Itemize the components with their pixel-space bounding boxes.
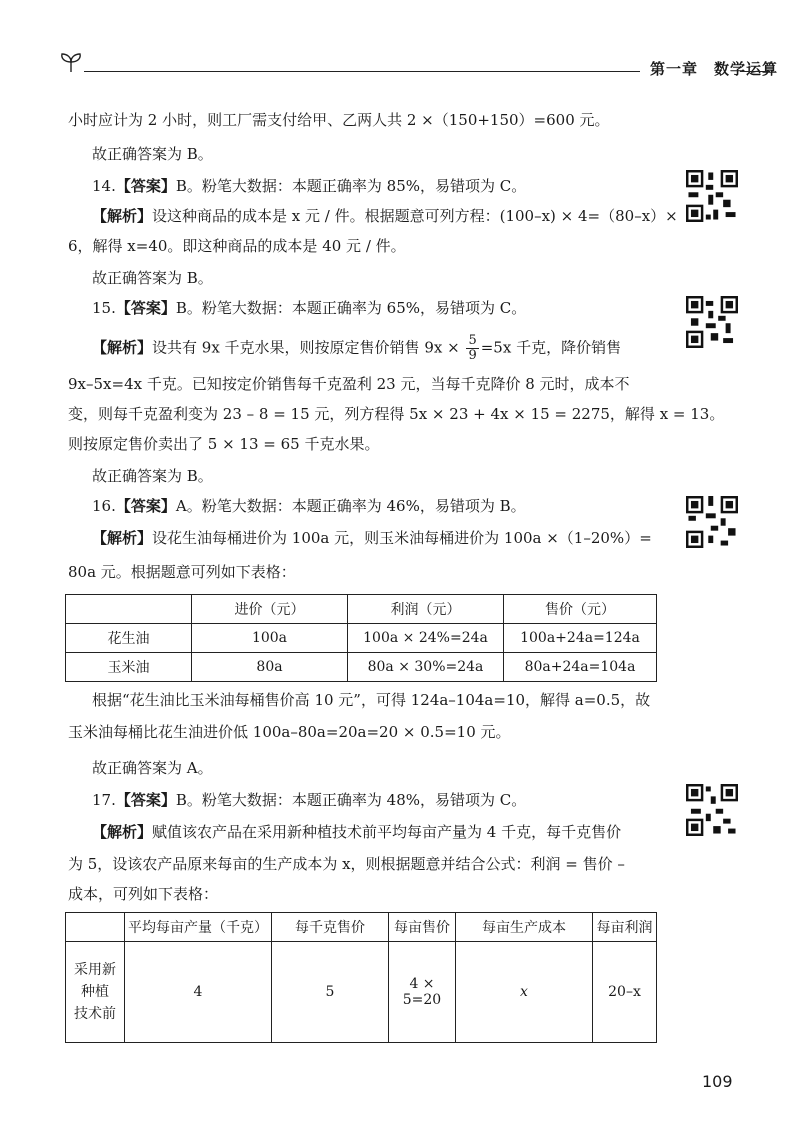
text-line: 玉米油每桶比花生油进价低 100a–80a=20a=20 × 0.5=10 元。 (68, 723, 511, 741)
table-header-cell (66, 913, 125, 942)
qr-code-icon[interactable] (686, 170, 738, 222)
row-label-line: 种植 (81, 984, 109, 1000)
table-header-cell: 每亩售价 (389, 913, 456, 942)
text-line: 变，则每千克盈利变为 23 – 8 = 15 元，列方程得 5x × 23 + 4x × 15 = 2275，解得 x = 13。 (68, 405, 725, 423)
question-16-analysis (92, 528, 682, 548)
analysis-tag: 【解析】 (92, 529, 153, 547)
question-number: 17. (92, 791, 116, 809)
answer-tag: 【答案】 (115, 177, 176, 195)
question-15-analysis (92, 334, 682, 363)
question-number: 14. (92, 177, 116, 195)
analysis-text: =5x 千克，降价销售 (480, 338, 622, 357)
table-cell: 20–x (593, 942, 657, 1043)
text-line: 根据“花生油比玉米油每桶售价高 10 元”，可得 124a–104a=10，解得 a=0.5，故 (92, 691, 651, 709)
fraction-numerator: 5 (468, 333, 477, 348)
table-cell: 80a × 30%=24a (348, 653, 504, 682)
table-header-cell: 每千克售价 (272, 913, 389, 942)
table-cell: 花生油 (66, 624, 192, 653)
answer-tag: 【答案】 (115, 791, 176, 809)
page-number: 109 (702, 1072, 733, 1091)
table-header-cell: 利润（元） (348, 595, 504, 624)
text-line: 80a 元。根据题意可列如下表格： (68, 563, 296, 581)
text-line: 故正确答案为 B。 (92, 145, 213, 163)
analysis-text: 设共有 9x 千克水果，则按原定售价销售 9x × (152, 338, 460, 357)
table-row (66, 624, 657, 653)
table-header-row (66, 595, 657, 624)
text-line: 9x–5x=4x 千克。已知按定价销售每千克盈利 23 元，当每千克降价 8 元时，成本不 (68, 375, 630, 393)
fraction (466, 334, 478, 363)
header-rule (84, 71, 640, 72)
question-14-analysis (92, 206, 682, 226)
table-row (66, 942, 657, 1043)
question-16-answer (92, 496, 682, 516)
answer-text: B。粉笔大数据：本题正确率为 85%，易错项为 C。 (175, 177, 527, 195)
question-15-answer (92, 298, 682, 318)
answer-tag: 【答案】 (115, 299, 176, 317)
table-header-cell: 每亩利润 (593, 913, 657, 942)
analysis-text: 设花生油每桶进价为 100a 元，则玉米油每桶进价为 100a ×（1–20%）= (152, 529, 652, 547)
table-cell: 80a+24a=104a (504, 653, 657, 682)
question-number: 16. (92, 497, 116, 515)
text-line: 成本，可列如下表格： (68, 885, 219, 903)
analysis-tag: 【解析】 (92, 338, 153, 357)
table-header-cell (66, 595, 192, 624)
table-cell: 80a (192, 653, 348, 682)
text-line: 故正确答案为 B。 (92, 269, 213, 287)
table-header-cell: 进价（元） (192, 595, 348, 624)
row-label-line: 采用新 (74, 962, 116, 978)
table-header-row (66, 913, 657, 942)
table-cell: 4 × 5=20 (389, 942, 456, 1043)
answer-tag: 【答案】 (115, 497, 176, 515)
row-label-line: 技术前 (74, 1006, 116, 1022)
text-line: 则按原定售价卖出了 5 × 13 = 65 千克水果。 (68, 435, 380, 453)
table-cell: x (456, 942, 593, 1043)
table-row (66, 653, 657, 682)
answer-text: B。粉笔大数据：本题正确率为 48%，易错项为 C。 (175, 791, 527, 809)
analysis-text: 设这种商品的成本是 x 元 / 件。根据题意可列方程：(100–x) × 4=（80–x）× (152, 207, 678, 225)
text-line: 故正确答案为 A。 (92, 759, 213, 777)
text-line: 故正确答案为 B。 (92, 467, 213, 485)
text-line: 为 5，设该农产品原来每亩的生产成本为 x，则根据题意并结合公式：利润 = 售价 – (68, 855, 625, 873)
qr-code-icon[interactable] (686, 296, 738, 348)
table-cell: 100a (192, 624, 348, 653)
header-rule-end (740, 71, 770, 72)
question-number: 15. (92, 299, 116, 317)
table-cell: 100a+24a=124a (504, 624, 657, 653)
question-17-analysis (92, 822, 682, 842)
price-table (65, 594, 657, 682)
table-cell: 玉米油 (66, 653, 192, 682)
table-header-cell: 售价（元） (504, 595, 657, 624)
table-cell: 100a × 24%=24a (348, 624, 504, 653)
yield-table (65, 912, 657, 1043)
text-line: 6，解得 x=40。即这种商品的成本是 40 元 / 件。 (68, 237, 406, 255)
analysis-tag: 【解析】 (92, 823, 153, 841)
qr-code-icon[interactable] (686, 784, 738, 836)
table-header-cell: 平均每亩产量（千克） (125, 913, 272, 942)
analysis-tag: 【解析】 (92, 207, 153, 225)
question-14-answer (92, 176, 682, 196)
analysis-text: 赋值该农产品在采用新种植技术前平均每亩产量为 4 千克，每千克售价 (152, 823, 622, 841)
page-header (58, 44, 779, 80)
text-line: 小时应计为 2 小时，则工厂需支付给甲、乙两人共 2 ×（150+150）=600 元。 (68, 111, 610, 129)
answer-text: B。粉笔大数据：本题正确率为 65%，易错项为 C。 (175, 299, 527, 317)
row-label-cell (66, 942, 125, 1043)
answer-text: A。粉笔大数据：本题正确率为 46%，易错项为 B。 (175, 497, 526, 515)
fraction-denominator: 9 (468, 348, 477, 363)
table-header-cell: 每亩生产成本 (456, 913, 593, 942)
chapter-title: 第一章 数学运算 (650, 60, 779, 78)
table-cell: 4 (125, 942, 272, 1043)
question-17-answer (92, 790, 682, 810)
leaf-icon (58, 50, 84, 76)
table-cell: 5 (272, 942, 389, 1043)
qr-code-icon[interactable] (686, 496, 738, 548)
